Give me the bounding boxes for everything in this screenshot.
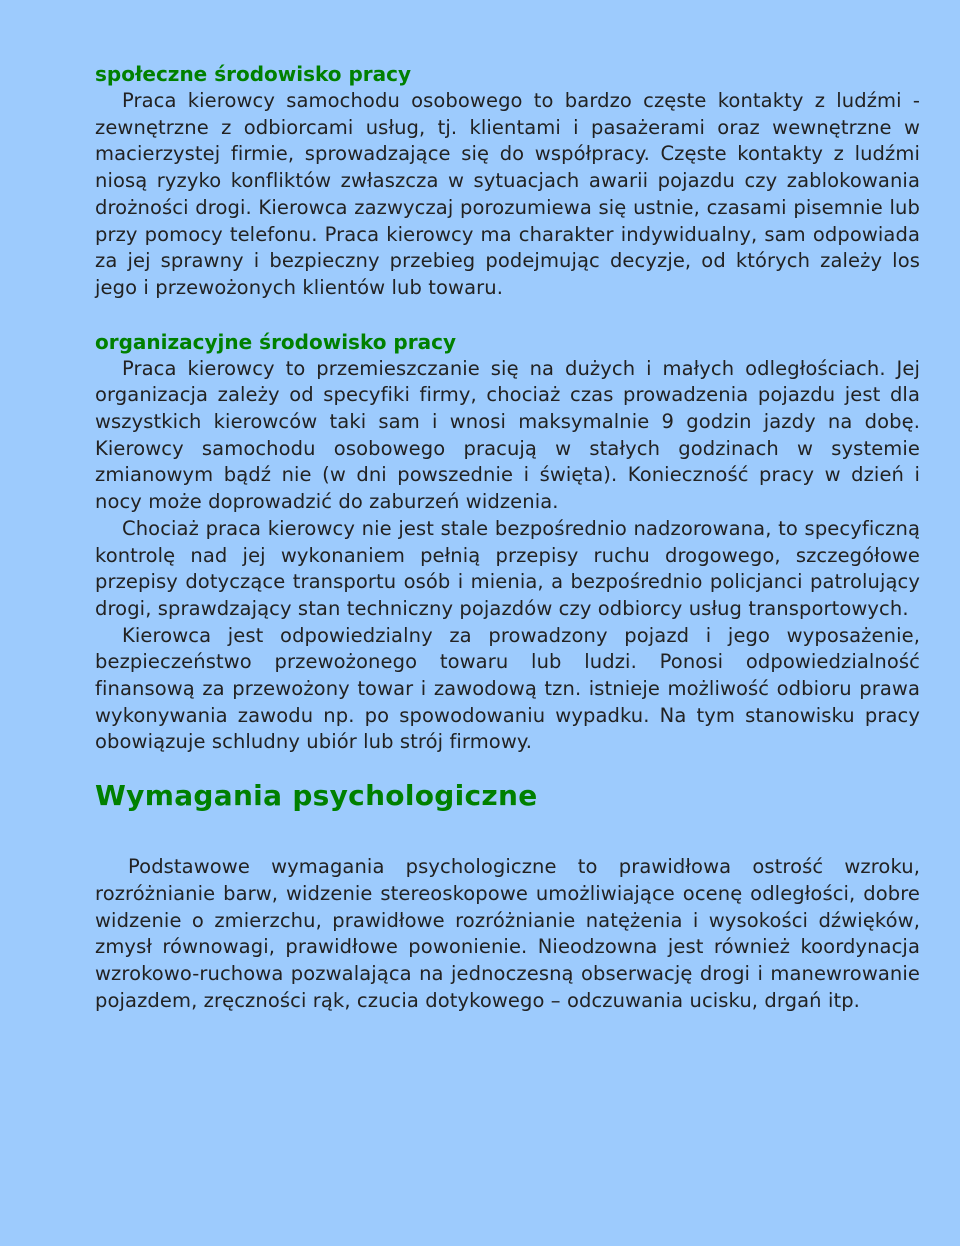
spacer [95,814,920,854]
paragraph-responsibility: Kierowca jest odpowiedzialny za prowadzony pojazd i jego wyposażenie, bezpieczeństwo przewożonego towaru lub ludzi. Ponosi odpowiedzialność finansową za przewożony towar i zawodową tzn. istnieje możliwość odbioru prawa wykonywania zawodu np. po spowodowaniu wypadku. Na tym stanowisku pracy obowiązuje schludny ubiór lub strój firmowy. [95,623,920,754]
paragraph-social-environment: Praca kierowcy samochodu osobowego to bardzo częste kontakty z ludźmi - zewnętrzne z odbiorcami usług, tj. klientami i pasażerami oraz wewnętrzne w macierzystej firmie, sprowadzające się do współpracy. Częste kontakty z ludźmi niosą ryzyko konfliktów zwłaszcza w sytuacjach awarii pojazdu czy zablokowania drożności drogi. Kierowca zazwyczaj porozumiewa się ustnie, czasami pisemnie lub przy pomocy telefonu. Praca kierowcy ma charakter indywidualny, sam odpowiada za jej sprawny i bezpieczny przebieg podejmując decyzje, od których zależy los jego i przewożonych klientów lub towaru. [95,89,920,299]
paragraph-organization: Praca kierowcy to przemieszczanie się na dużych i małych odległościach. Jej organizacja zależy od specyfiki firmy, chociaż czas prowadzenia pojazdu jest dla wszystkich kierowców taki sam i wnosi maksymalnie 9 godzin jazdy na dobę. Kierowcy samochodu osobowego pracują w stałych godzinach w systemie zmianowym bądź nie (w dni powszednie i święta). Konieczność pracy w dzień i nocy może doprowadzić do zaburzeń widzenia. [95,356,920,514]
heading-psychological-requirements: Wymagania psychologiczne [95,779,538,813]
spacer [95,302,920,328]
paragraph-supervision: Chociaż praca kierowcy nie jest stale bezpośrednio nadzorowana, to specyficzną kontrolę nad jej wykonaniem pełnią przepisy ruchu drogowego, szczegółowe przepisy dotyczące transportu osób i mienia, a bezpośrednio policjanci patrolujący drogi, sprawdzający stan techniczny pojazdów czy odbiorcy usług transportowych. [95,516,920,620]
paragraph-psychological-requirements: Podstawowe wymagania psychologiczne to prawidłowa ostrość wzroku, rozróżnianie barw, widzenie stereoskopowe umożliwiające ocenę odległości, dobre widzenie o zmierzchu, prawidłowe rozróżnianie natężenia i wysokości dźwięków, zmysł równowagi, prawidłowe powonienie. Nieodzowna jest również koordynacja wzrokowo-ruchowa pozwalająca na jednoczesną obserwację drogi i manewrowanie pojazdem, zręczności rąk, czucia dotykowego – odczuwania ucisku, drgań itp. [95,855,920,1012]
heading-social-work-environment: społeczne środowisko pracy [95,62,412,86]
heading-organizational-work-environment: organizacyjne środowisko pracy [95,329,456,354]
